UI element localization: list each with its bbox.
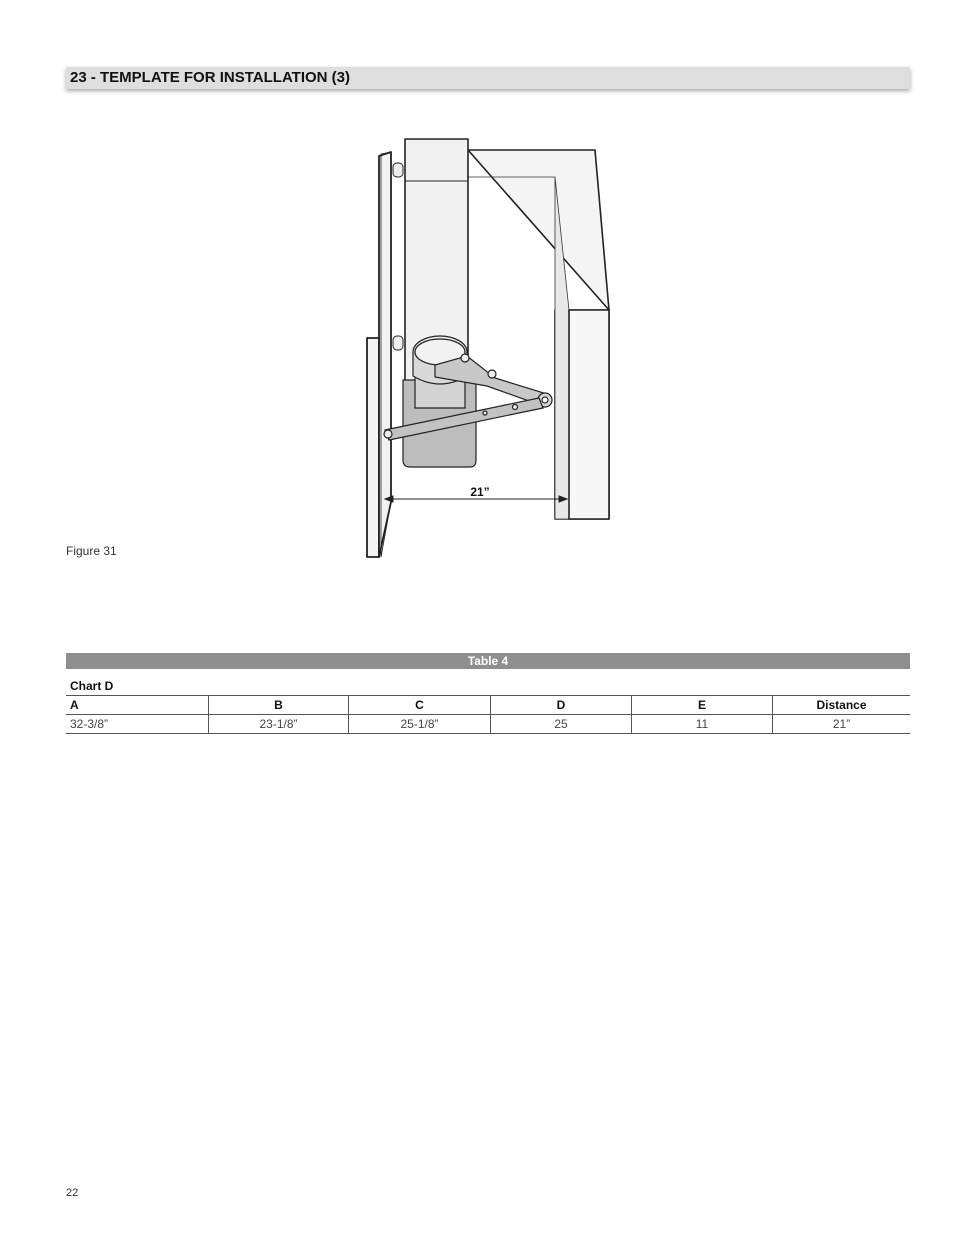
column-header-c: C	[349, 696, 491, 715]
column-header-e: E	[632, 696, 773, 715]
column-header-a: A	[66, 696, 209, 715]
section-title: 23 - TEMPLATE FOR INSTALLATION (3)	[70, 69, 350, 86]
figure-caption: Figure 31	[66, 544, 117, 558]
cell-b: 23-1/8”	[209, 715, 349, 734]
column-header-b: B	[209, 696, 349, 715]
cell-distance: 21”	[773, 715, 911, 734]
page-number: 22	[66, 1187, 79, 1199]
gate-leaf	[367, 152, 391, 557]
hinge-icons	[393, 163, 403, 350]
column-header-d: D	[491, 696, 632, 715]
table-title: Table 4	[66, 653, 910, 669]
table-row	[66, 715, 910, 734]
cell-d: 25	[491, 715, 632, 734]
column-header-distance: Distance	[773, 696, 911, 715]
cell-c: 25-1/8”	[349, 715, 491, 734]
section-header	[66, 67, 910, 89]
spec-table	[66, 695, 910, 734]
installation-figure	[355, 130, 625, 565]
table-header-row	[66, 696, 910, 715]
cell-e: 11	[632, 715, 773, 734]
cell-a: 32-3/8”	[66, 715, 209, 734]
dimension-label: 21”	[470, 485, 490, 499]
pillar-right	[468, 150, 609, 519]
chart-name: Chart D	[70, 679, 114, 693]
